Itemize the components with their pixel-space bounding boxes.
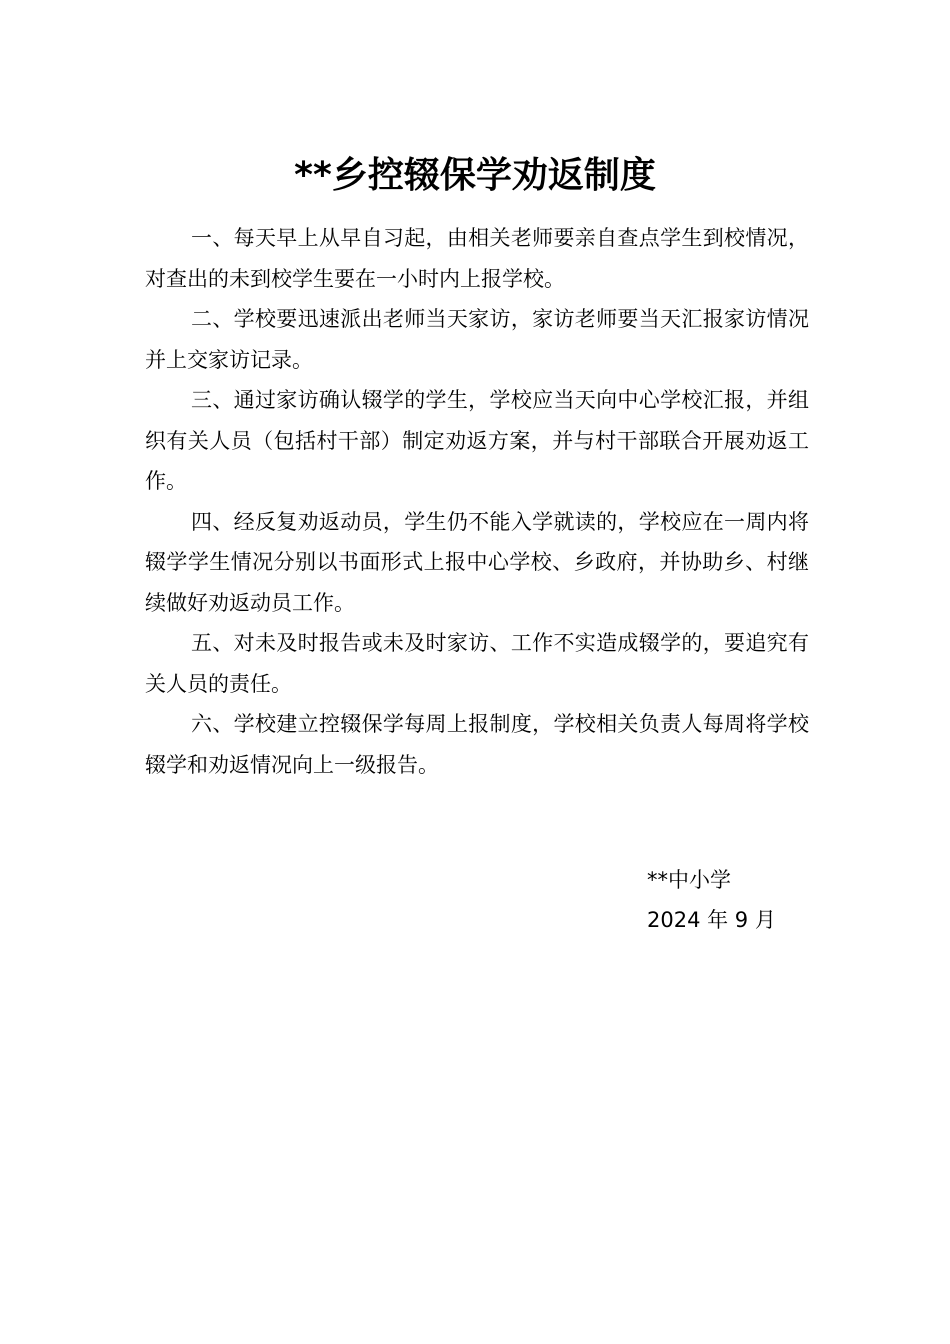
paragraph-1: 一、每天早上从早自习起，由相关老师要亲自查点学生到校情况，对查出的未到校学生要在一小时内上报学校。 — [145, 226, 809, 291]
signature-block — [647, 860, 867, 940]
signature-organization: **中小学 — [647, 868, 731, 892]
paragraph-2: 二、学校要迅速派出老师当天家访，家访老师要当天汇报家访情况并上交家访记录。 — [145, 307, 809, 372]
signature-date: 2024 年 9 月 — [647, 908, 776, 932]
paragraph-6: 六、学校建立控辍保学每周上报制度，学校相关负责人每周将学校辍学和劝返情况向上一级报告。 — [145, 712, 809, 777]
document-title: **乡控辍保学劝返制度 — [294, 155, 656, 196]
paragraph-4: 四、经反复劝返动员，学生仍不能入学就读的，学校应在一周内将辍学学生情况分别以书面形式上报中心学校、乡政府，并协助乡、村继续做好劝返动员工作。 — [145, 509, 809, 615]
paragraph-3: 三、通过家访确认辍学的学生，学校应当天向中心学校汇报，并组织有关人员（包括村干部）制定劝返方案，并与村干部联合开展劝返工作。 — [145, 388, 809, 493]
document-body — [145, 218, 809, 785]
paragraph-5: 五、对未及时报告或未及时家访、工作不实造成辍学的，要追究有关人员的责任。 — [145, 631, 809, 696]
